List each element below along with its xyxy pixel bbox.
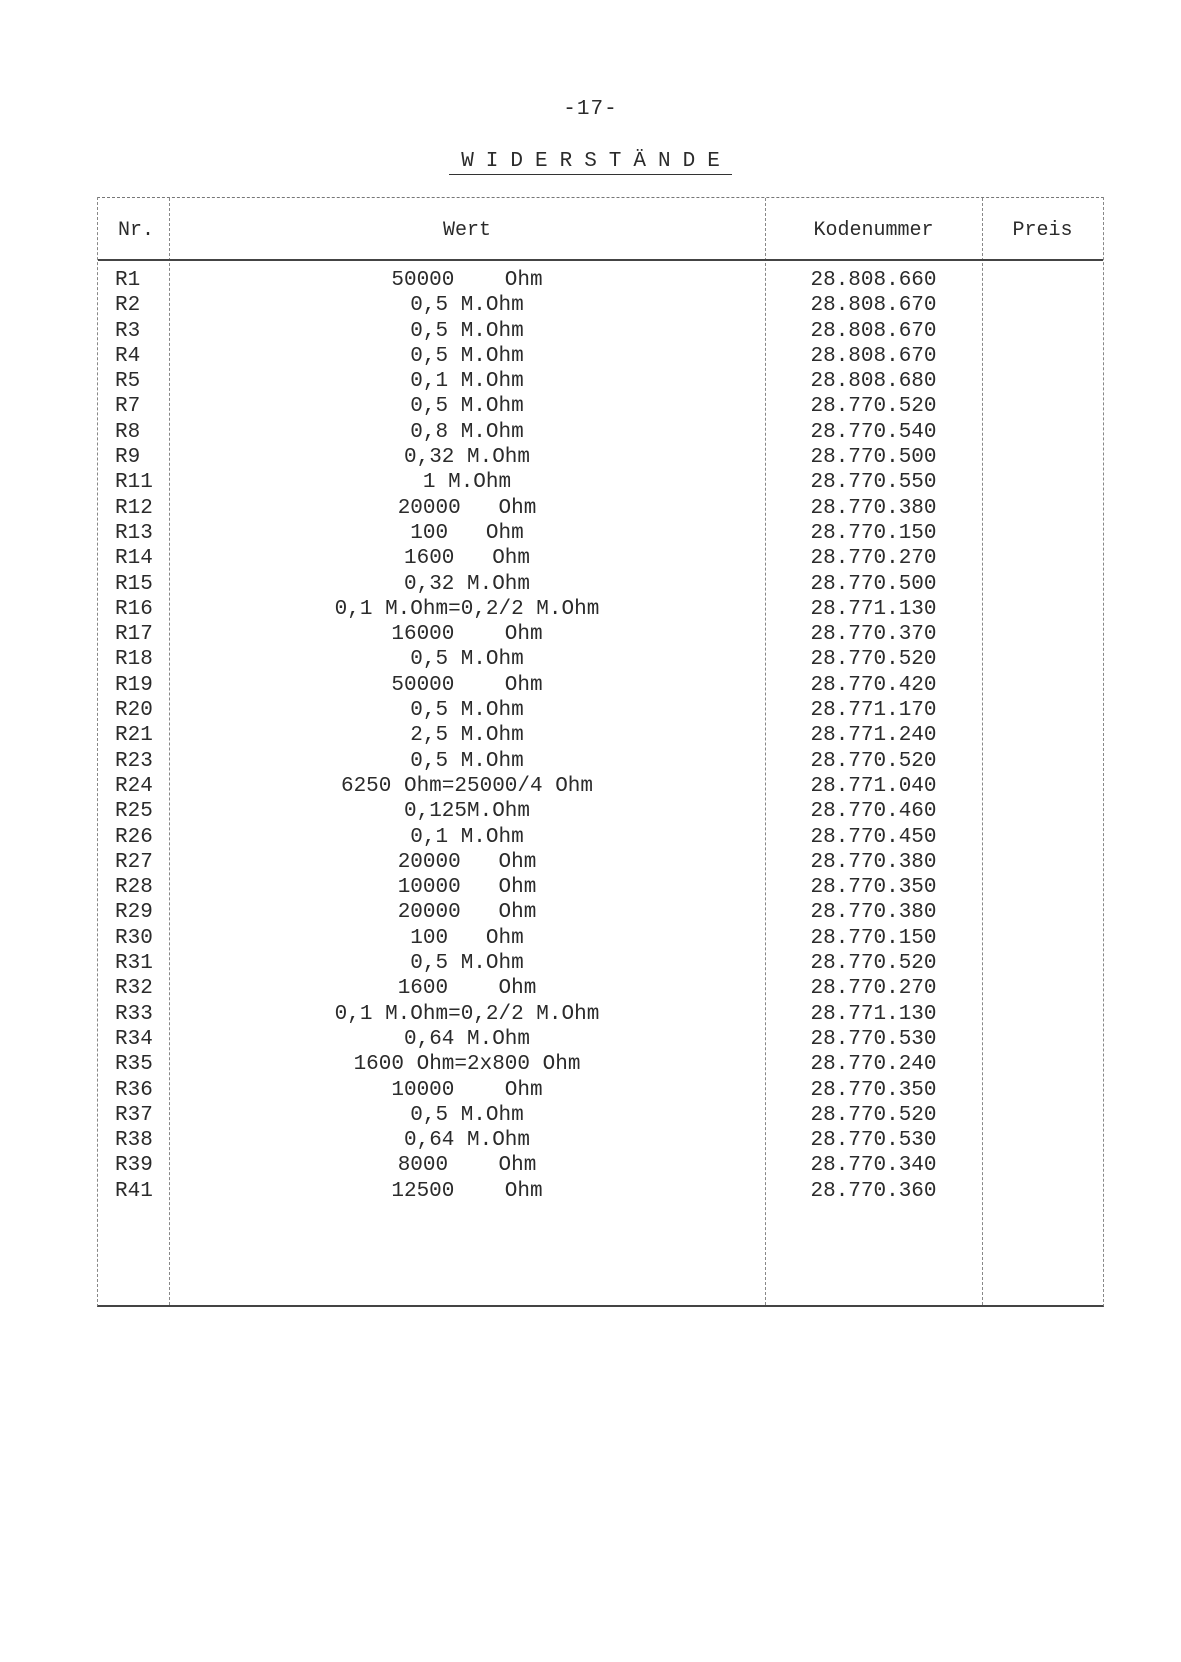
cell-nr: R14 — [115, 547, 153, 571]
cell-wert: 2,5 M.Ohm — [410, 724, 524, 748]
cell-nr: R3 — [115, 319, 141, 343]
table-row — [98, 622, 1103, 647]
cell-wert: 0,5 M.Ohm — [410, 344, 524, 368]
cell-nr: R5 — [115, 370, 141, 394]
cell-nr: R23 — [115, 749, 153, 773]
cell-kodenummer: 28.770.270 — [810, 977, 937, 1001]
cell-wert: 0,5 M.Ohm — [410, 1103, 524, 1127]
cell-nr: R24 — [115, 774, 153, 798]
cell-kodenummer: 28.770.380 — [810, 850, 937, 874]
cell-nr: R35 — [115, 1053, 153, 1077]
cell-nr: R15 — [115, 572, 153, 596]
cell-wert: 1600 Ohm — [403, 547, 531, 571]
cell-wert: 50000 Ohm — [391, 673, 543, 697]
cell-nr: R19 — [115, 673, 153, 697]
cell-nr: R21 — [115, 724, 153, 748]
cell-kodenummer: 28.808.670 — [810, 344, 937, 368]
cell-wert: 0,32 M.Ohm — [403, 446, 531, 470]
cell-kodenummer: 28.770.550 — [810, 471, 937, 495]
page-title — [0, 150, 1181, 173]
cell-wert: 0,32 M.Ohm — [403, 572, 531, 596]
page-number: -17- — [563, 98, 618, 121]
cell-kodenummer: 28.771.170 — [810, 699, 937, 723]
table-row — [98, 394, 1103, 419]
cell-kodenummer: 28.770.350 — [810, 876, 937, 900]
cell-nr: R1 — [115, 269, 141, 292]
cell-kodenummer: 28.770.420 — [810, 673, 937, 697]
cell-nr: R33 — [115, 1002, 153, 1026]
cell-kodenummer: 28.770.500 — [810, 446, 937, 470]
cell-nr: R28 — [115, 876, 153, 900]
table-row — [98, 597, 1103, 622]
cell-nr: R30 — [115, 926, 153, 950]
table-row — [98, 698, 1103, 723]
resistor-table — [97, 197, 1104, 1307]
cell-nr: R13 — [115, 521, 153, 545]
cell-nr: R36 — [115, 1078, 153, 1102]
cell-kodenummer: 28.771.130 — [810, 1002, 937, 1026]
cell-wert: 0,1 M.Ohm — [410, 370, 524, 394]
table-row — [98, 875, 1103, 900]
cell-nr: R17 — [115, 623, 153, 647]
cell-wert: 0,5 M.Ohm — [410, 699, 524, 723]
cell-kodenummer: 28.770.530 — [810, 1129, 937, 1153]
cell-wert: 0,5 M.Ohm — [410, 294, 524, 318]
header-rule — [98, 259, 1103, 261]
cell-wert: 0,5 M.Ohm — [410, 319, 524, 343]
cell-nr: R31 — [115, 952, 153, 976]
table-row — [98, 799, 1103, 824]
table-row — [98, 369, 1103, 394]
table-body — [98, 268, 1103, 1204]
cell-kodenummer: 28.770.360 — [810, 1179, 937, 1203]
cell-nr: R9 — [115, 446, 141, 470]
cell-wert: 0,5 M.Ohm — [410, 952, 524, 976]
cell-wert: 100 Ohm — [410, 521, 524, 545]
cell-nr: R2 — [115, 294, 141, 318]
cell-nr: R29 — [115, 901, 153, 925]
cell-kodenummer: 28.770.150 — [810, 926, 937, 950]
table-row — [98, 496, 1103, 521]
header-nr: Nr. — [118, 219, 155, 242]
cell-wert: 100 Ohm — [410, 926, 524, 950]
cell-wert: 10000 Ohm — [397, 876, 537, 900]
cell-kodenummer: 28.770.520 — [810, 1103, 937, 1127]
cell-nr: R8 — [115, 420, 141, 444]
cell-kodenummer: 28.770.450 — [810, 825, 937, 849]
table-row — [98, 445, 1103, 470]
cell-nr: R26 — [115, 825, 153, 849]
cell-wert: 0,8 M.Ohm — [410, 420, 524, 444]
table-row — [98, 1027, 1103, 1052]
header-wert: Wert — [442, 219, 491, 242]
table-row — [98, 850, 1103, 875]
cell-kodenummer: 28.770.350 — [810, 1078, 937, 1102]
cell-kodenummer: 28.770.380 — [810, 901, 937, 925]
cell-wert: 20000 Ohm — [397, 901, 537, 925]
cell-nr: R12 — [115, 496, 153, 520]
cell-kodenummer: 28.770.150 — [810, 521, 937, 545]
cell-nr: R38 — [115, 1129, 153, 1153]
cell-nr: R11 — [115, 471, 153, 495]
cell-nr: R37 — [115, 1103, 153, 1127]
cell-kodenummer: 28.770.380 — [810, 496, 937, 520]
table-row — [98, 774, 1103, 799]
cell-wert: 0,1 M.Ohm=0,2/2 M.Ohm — [334, 1002, 600, 1026]
cell-kodenummer: 28.770.520 — [810, 395, 937, 419]
cell-nr: R39 — [115, 1154, 153, 1178]
cell-kodenummer: 28.770.270 — [810, 547, 937, 571]
cell-kodenummer: 28.770.500 — [810, 572, 937, 596]
cell-wert: 12500 Ohm — [391, 1179, 543, 1203]
table-row — [98, 319, 1103, 344]
table-row — [98, 1128, 1103, 1153]
header-kodenummer: Kodenummer — [813, 219, 934, 242]
cell-kodenummer: 28.808.670 — [810, 294, 937, 318]
cell-kodenummer: 28.770.520 — [810, 952, 937, 976]
cell-wert: 0,5 M.Ohm — [410, 749, 524, 773]
cell-kodenummer: 28.770.340 — [810, 1154, 937, 1178]
cell-kodenummer: 28.770.530 — [810, 1027, 937, 1051]
table-row — [98, 293, 1103, 318]
table-row — [98, 951, 1103, 976]
cell-kodenummer: 28.770.520 — [810, 648, 937, 672]
cell-wert: 20000 Ohm — [397, 496, 537, 520]
cell-kodenummer: 28.771.040 — [810, 774, 937, 798]
cell-wert: 20000 Ohm — [397, 850, 537, 874]
cell-nr: R27 — [115, 850, 153, 874]
cell-nr: R7 — [115, 395, 141, 419]
table-row — [98, 900, 1103, 925]
table-row — [98, 1078, 1103, 1103]
cell-wert: 0,64 M.Ohm — [403, 1027, 531, 1051]
table-row — [98, 521, 1103, 546]
cell-wert: 10000 Ohm — [391, 1078, 543, 1102]
table-row — [98, 470, 1103, 495]
cell-wert: 0,1 M.Ohm — [410, 825, 524, 849]
cell-kodenummer: 28.771.240 — [810, 724, 937, 748]
cell-nr: R25 — [115, 800, 153, 824]
cell-nr: R20 — [115, 699, 153, 723]
table-row — [98, 546, 1103, 571]
cell-kodenummer: 28.770.540 — [810, 420, 937, 444]
table-row — [98, 825, 1103, 850]
cell-kodenummer: 28.771.130 — [810, 597, 937, 621]
cell-kodenummer: 28.770.520 — [810, 749, 937, 773]
cell-kodenummer: 28.770.240 — [810, 1053, 937, 1077]
cell-kodenummer: 28.770.370 — [810, 623, 937, 647]
table-row — [98, 749, 1103, 774]
table-row — [98, 1153, 1103, 1178]
cell-kodenummer: 28.808.670 — [810, 319, 937, 343]
cell-nr: R32 — [115, 977, 153, 1001]
cell-wert: 1 M.Ohm — [422, 471, 512, 495]
cell-wert: 0,5 M.Ohm — [410, 648, 524, 672]
page-title-text: WIDERSTÄNDE — [449, 150, 732, 175]
cell-nr: R34 — [115, 1027, 153, 1051]
cell-wert: 1600 Ohm=2x800 Ohm — [353, 1053, 581, 1077]
cell-nr: R41 — [115, 1179, 153, 1203]
table-row — [98, 976, 1103, 1001]
table-row — [98, 647, 1103, 672]
table-row — [98, 1179, 1103, 1204]
cell-wert: 0,125M.Ohm — [403, 800, 531, 824]
cell-nr: R18 — [115, 648, 153, 672]
table-row — [98, 344, 1103, 369]
cell-wert: 16000 Ohm — [391, 623, 543, 647]
cell-nr: R4 — [115, 344, 141, 368]
cell-wert: 1600 Ohm — [397, 977, 537, 1001]
cell-wert: 8000 Ohm — [397, 1154, 537, 1178]
cell-kodenummer: 28.770.460 — [810, 800, 937, 824]
table-row — [98, 1002, 1103, 1027]
cell-kodenummer: 28.808.680 — [810, 370, 937, 394]
cell-wert: 0,64 M.Ohm — [403, 1129, 531, 1153]
cell-nr: R16 — [115, 597, 153, 621]
cell-wert: 0,1 M.Ohm=0,2/2 M.Ohm — [334, 597, 600, 621]
table-row — [98, 723, 1103, 748]
cell-wert: 50000 Ohm — [391, 269, 543, 292]
cell-wert: 6250 Ohm=25000/4 Ohm — [340, 774, 594, 798]
cell-kodenummer: 28.808.660 — [810, 269, 937, 292]
header-preis: Preis — [1012, 219, 1073, 242]
table-row — [98, 673, 1103, 698]
table-row — [98, 1103, 1103, 1128]
table-row — [98, 420, 1103, 445]
cell-wert: 0,5 M.Ohm — [410, 395, 524, 419]
table-row — [98, 268, 1103, 293]
table-row — [98, 1052, 1103, 1077]
table-row — [98, 572, 1103, 597]
table-row — [98, 926, 1103, 951]
